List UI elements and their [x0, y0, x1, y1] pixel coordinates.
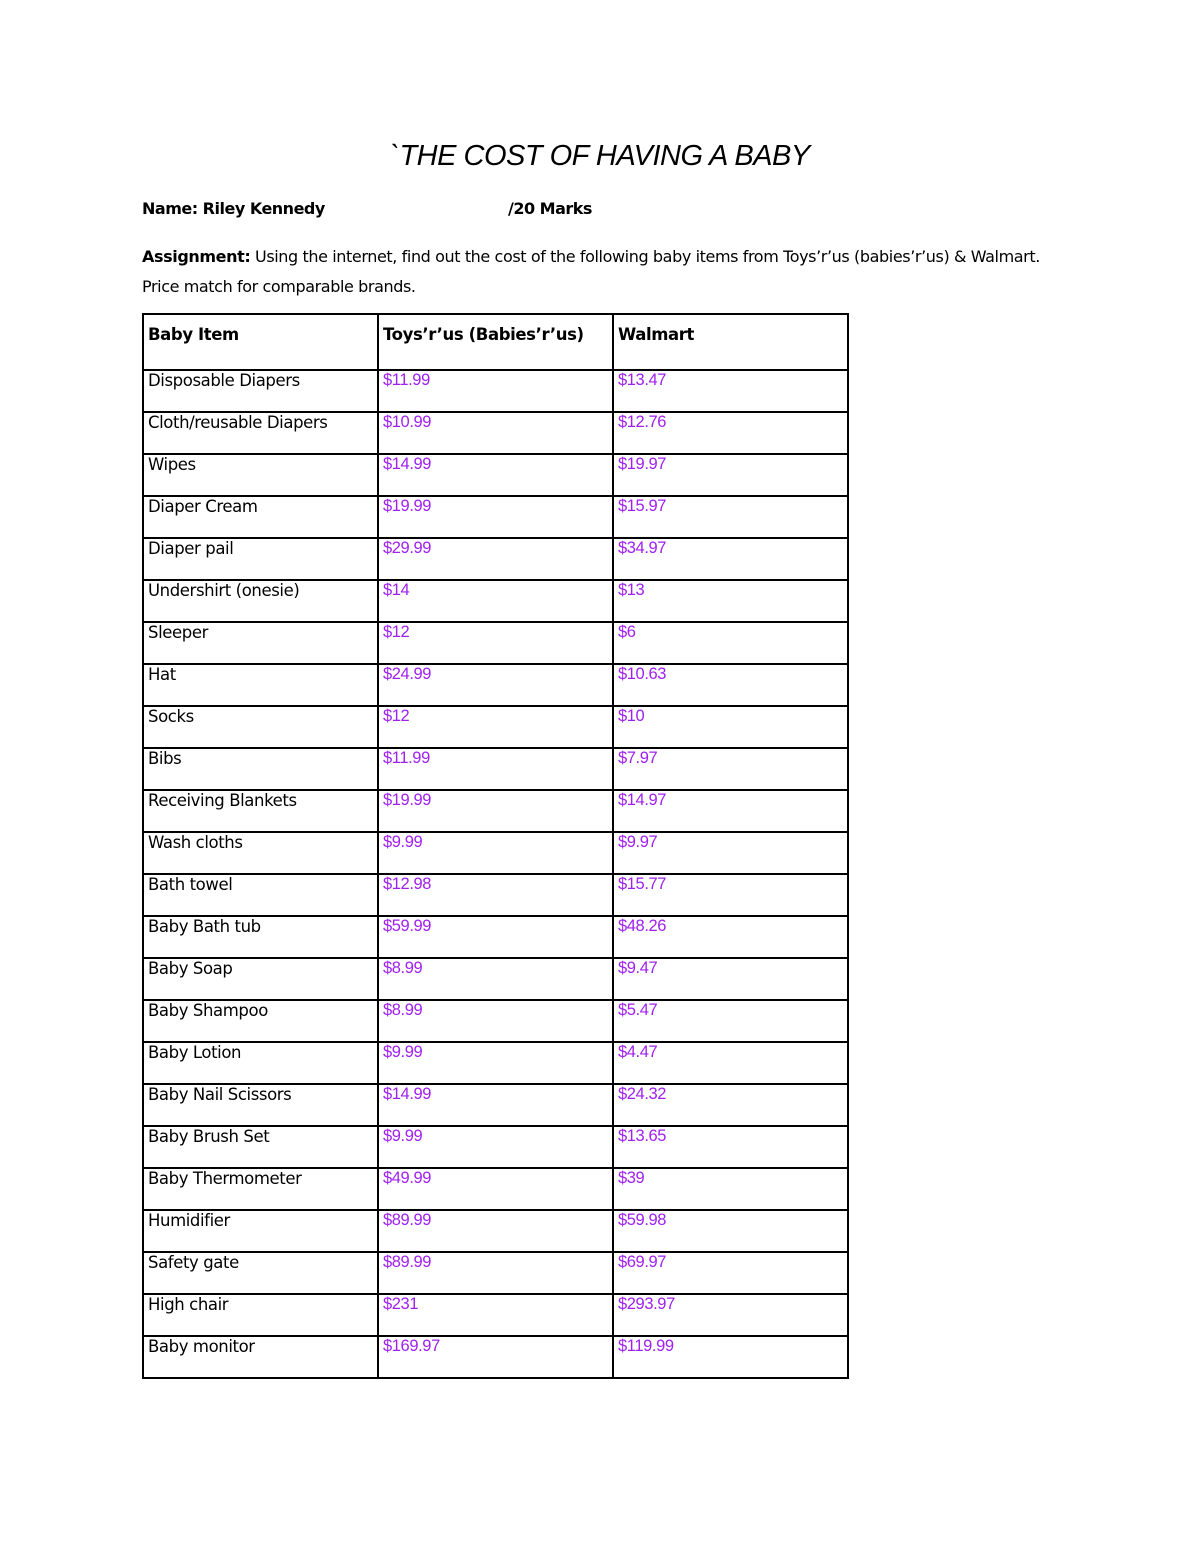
- toysrus-price-cell: $89.99: [378, 1210, 613, 1252]
- walmart-price-cell: $15.97: [613, 496, 848, 538]
- item-name-cell: Humidifier: [143, 1210, 378, 1252]
- walmart-price-cell: $12.76: [613, 412, 848, 454]
- item-name-cell: Socks: [143, 706, 378, 748]
- item-name-cell: Bibs: [143, 748, 378, 790]
- table-row: [143, 622, 848, 664]
- item-name-cell: Baby Brush Set: [143, 1126, 378, 1168]
- header-walmart: Walmart: [613, 314, 848, 370]
- walmart-price-cell: $19.97: [613, 454, 848, 496]
- walmart-price-cell: $14.97: [613, 790, 848, 832]
- item-name-cell: Sleeper: [143, 622, 378, 664]
- item-name-cell: Baby monitor: [143, 1336, 378, 1378]
- item-name-cell: Wipes: [143, 454, 378, 496]
- table-row: [143, 790, 848, 832]
- toysrus-price-cell: $9.99: [378, 832, 613, 874]
- toysrus-price-cell: $8.99: [378, 1000, 613, 1042]
- walmart-price-cell: $13: [613, 580, 848, 622]
- item-name-cell: Undershirt (onesie): [143, 580, 378, 622]
- table-row: [143, 1000, 848, 1042]
- toysrus-price-cell: $169.97: [378, 1336, 613, 1378]
- walmart-price-cell: $15.77: [613, 874, 848, 916]
- item-name-cell: Wash cloths: [143, 832, 378, 874]
- table-row: [143, 832, 848, 874]
- price-table: [142, 313, 849, 1379]
- toysrus-price-cell: $59.99: [378, 916, 613, 958]
- walmart-price-cell: $69.97: [613, 1252, 848, 1294]
- toysrus-price-cell: $11.99: [378, 748, 613, 790]
- item-name-cell: High chair: [143, 1294, 378, 1336]
- walmart-price-cell: $9.97: [613, 832, 848, 874]
- price-table-body: [143, 370, 848, 1378]
- item-name-cell: Baby Bath tub: [143, 916, 378, 958]
- table-row: [143, 496, 848, 538]
- toysrus-price-cell: $49.99: [378, 1168, 613, 1210]
- toysrus-price-cell: $9.99: [378, 1042, 613, 1084]
- table-row: [143, 454, 848, 496]
- table-header-row: [143, 314, 848, 370]
- toysrus-price-cell: $89.99: [378, 1252, 613, 1294]
- toysrus-price-cell: $14.99: [378, 454, 613, 496]
- item-name-cell: Hat: [143, 664, 378, 706]
- toysrus-price-cell: $12: [378, 622, 613, 664]
- walmart-price-cell: $4.47: [613, 1042, 848, 1084]
- header-baby-item: Baby Item: [143, 314, 378, 370]
- toysrus-price-cell: $14: [378, 580, 613, 622]
- table-row: [143, 1168, 848, 1210]
- table-row: [143, 538, 848, 580]
- walmart-price-cell: $59.98: [613, 1210, 848, 1252]
- toysrus-price-cell: $12: [378, 706, 613, 748]
- table-row: [143, 874, 848, 916]
- item-name-cell: Receiving Blankets: [143, 790, 378, 832]
- walmart-price-cell: $7.97: [613, 748, 848, 790]
- table-row: [143, 748, 848, 790]
- assignment-label: Assignment:: [142, 247, 251, 266]
- table-row: [143, 580, 848, 622]
- walmart-price-cell: $48.26: [613, 916, 848, 958]
- walmart-price-cell: $5.47: [613, 1000, 848, 1042]
- item-name-cell: Safety gate: [143, 1252, 378, 1294]
- marks-label: /20 Marks: [508, 199, 592, 218]
- walmart-price-cell: $10.63: [613, 664, 848, 706]
- toysrus-price-cell: $12.98: [378, 874, 613, 916]
- toysrus-price-cell: $9.99: [378, 1126, 613, 1168]
- walmart-price-cell: $13.65: [613, 1126, 848, 1168]
- item-name-cell: Diaper pail: [143, 538, 378, 580]
- table-row: [143, 1210, 848, 1252]
- table-row: [143, 1252, 848, 1294]
- toysrus-price-cell: $19.99: [378, 790, 613, 832]
- item-name-cell: Disposable Diapers: [143, 370, 378, 412]
- table-row: [143, 1336, 848, 1378]
- item-name-cell: Baby Thermometer: [143, 1168, 378, 1210]
- item-name-cell: Diaper Cream: [143, 496, 378, 538]
- toysrus-price-cell: $19.99: [378, 496, 613, 538]
- assignment-text: Using the internet, find out the cost of the following baby items from Toys’r’us (babies’r’us) & Walmart. Price match for comparable brands.: [142, 247, 1040, 296]
- toysrus-price-cell: $8.99: [378, 958, 613, 1000]
- student-name: Name: Riley Kennedy: [142, 199, 325, 218]
- walmart-price-cell: $24.32: [613, 1084, 848, 1126]
- walmart-price-cell: $6: [613, 622, 848, 664]
- walmart-price-cell: $119.99: [613, 1336, 848, 1378]
- item-name-cell: Baby Lotion: [143, 1042, 378, 1084]
- table-row: [143, 1084, 848, 1126]
- table-row: [143, 958, 848, 1000]
- table-row: [143, 1126, 848, 1168]
- walmart-price-cell: $9.47: [613, 958, 848, 1000]
- walmart-price-cell: $34.97: [613, 538, 848, 580]
- table-row: [143, 412, 848, 454]
- table-row: [143, 370, 848, 412]
- table-row: [143, 664, 848, 706]
- item-name-cell: Baby Shampoo: [143, 1000, 378, 1042]
- toysrus-price-cell: $29.99: [378, 538, 613, 580]
- item-name-cell: Bath towel: [143, 874, 378, 916]
- item-name-cell: Cloth/reusable Diapers: [143, 412, 378, 454]
- header-toysrus: Toys’r’us (Babies’r’us): [378, 314, 613, 370]
- toysrus-price-cell: $24.99: [378, 664, 613, 706]
- item-name-cell: Baby Soap: [143, 958, 378, 1000]
- walmart-price-cell: $39: [613, 1168, 848, 1210]
- page-title: `THE COST OF HAVING A BABY: [390, 140, 810, 172]
- walmart-price-cell: $10: [613, 706, 848, 748]
- toysrus-price-cell: $10.99: [378, 412, 613, 454]
- toysrus-price-cell: $14.99: [378, 1084, 613, 1126]
- item-name-cell: Baby Nail Scissors: [143, 1084, 378, 1126]
- table-row: [143, 706, 848, 748]
- assignment-instructions: [142, 242, 1062, 302]
- walmart-price-cell: $13.47: [613, 370, 848, 412]
- walmart-price-cell: $293.97: [613, 1294, 848, 1336]
- table-row: [143, 916, 848, 958]
- table-row: [143, 1042, 848, 1084]
- table-row: [143, 1294, 848, 1336]
- toysrus-price-cell: $11.99: [378, 370, 613, 412]
- toysrus-price-cell: $231: [378, 1294, 613, 1336]
